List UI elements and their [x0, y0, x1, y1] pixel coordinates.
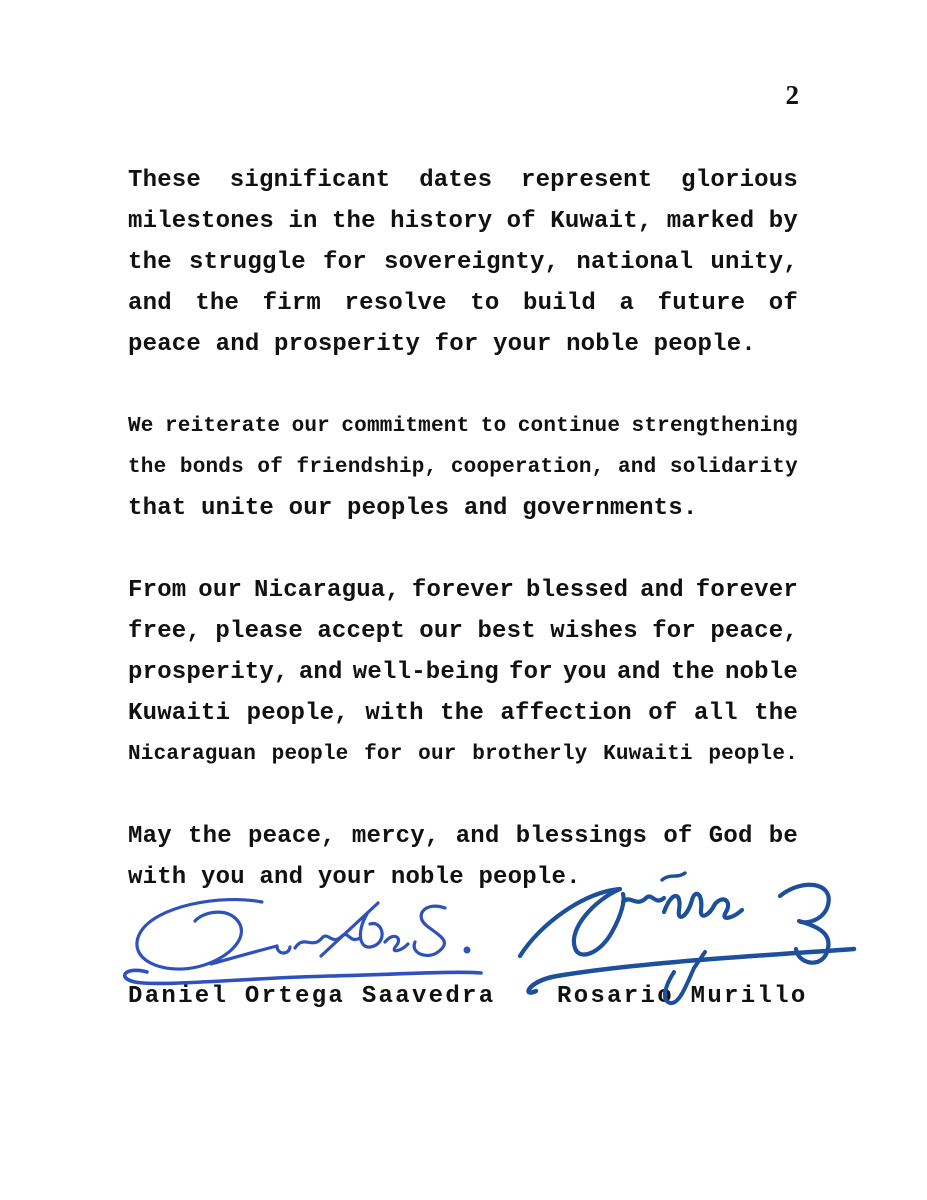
letter-line: peace and prosperity for your noble people.: [128, 331, 756, 358]
signatory-name-daniel-ortega: Daniel Ortega Saavedra: [128, 983, 496, 1010]
letter-line: milestones in the history of Kuwait, marked by: [128, 208, 798, 235]
letter-paragraph: [128, 570, 798, 775]
letter-line: with you and your noble people.: [128, 864, 581, 891]
letter-line: Nicaraguan people for our brotherly Kuwaiti people.: [128, 743, 798, 766]
letter-line: These significant dates represent glorious: [128, 167, 798, 194]
letter-line: free, please accept our best wishes for peace,: [128, 618, 798, 645]
letter-line: the bonds of friendship, cooperation, and solidarity: [128, 456, 798, 479]
letter-line: and the firm resolve to build a future of: [128, 290, 798, 317]
letter-line: May the peace, mercy, and blessings of God be: [128, 823, 798, 850]
letter-line: From our Nicaragua, forever blessed and forever: [128, 577, 798, 604]
letter-body: [128, 160, 798, 898]
letter-paragraph: [128, 406, 798, 529]
letter-line: Kuwaiti people, with the affection of all the: [128, 700, 798, 727]
letter-paragraph: [128, 816, 798, 898]
letter-line: that unite our peoples and governments.: [128, 495, 698, 522]
letter-line: the struggle for sovereignty, national unity,: [128, 249, 798, 276]
letter-paragraph: [128, 160, 798, 365]
signatory-name-rosario-murillo: Rosario Murillo: [557, 983, 808, 1010]
letter-line: We reiterate our commitment to continue strengthening: [128, 415, 798, 438]
daniel-ortega-signature-icon: [115, 893, 500, 993]
page-number: 2: [785, 80, 799, 110]
letter-line: prosperity, and well-being for you and the noble: [128, 659, 798, 686]
